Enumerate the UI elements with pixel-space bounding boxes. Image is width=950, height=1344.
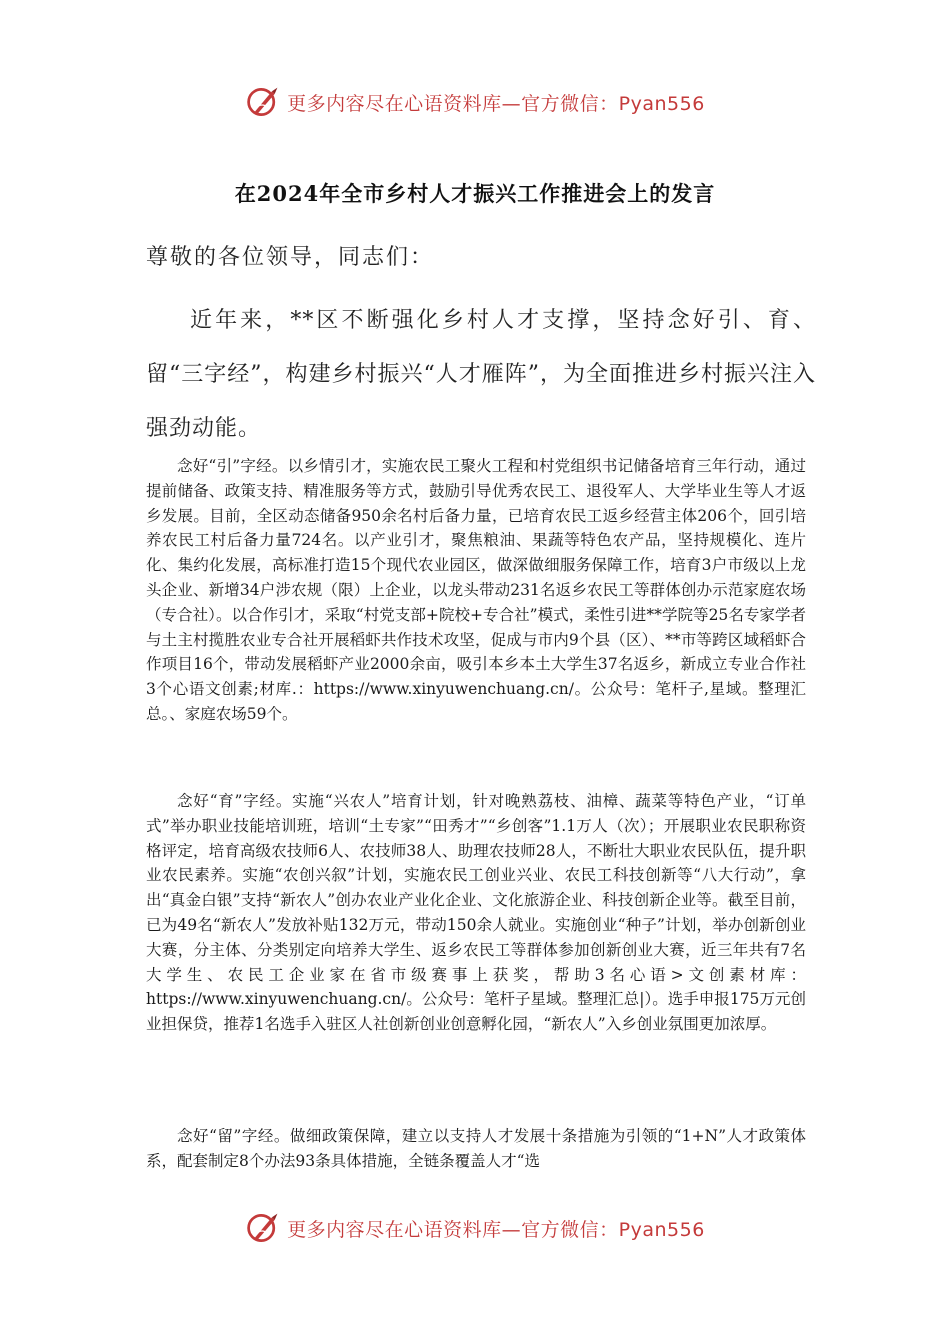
pen-feather-logo-icon	[245, 84, 281, 120]
intro-paragraph: 近年来，**区不断强化乡村人才支撑，坚持念好引、育、留“三字经”，构建乡村振兴“人才雁阵”，为全面推进乡村振兴注入强劲动能。	[146, 308, 816, 441]
body-paragraph-yu: 念好“育”字经。实施“兴农人”培育计划，针对晚熟荔枝、油樟、蔬菜等特色产业，“订单式”举办职业技能培训班，培训“土专家”“田秀才”“乡创客”1.1万人（次）；开展职业农民职称资格评定，培育高级农技师6人、农技师38人、助理农技师28人，不断壮大职业农民队伍，提升职业农民素养。实施“农创兴叙”计划，实施农民工创业兴业、农民工科技创新等“八大行动”，拿出“真金白银”支持“新农人”创办农业产业化企业、文化旅游企业、科技创新企业等。截至目前，已为49名“新农人”发放补贴132万元，带动150余人就业。实施创业“种子”计划，举办创新创业大赛，分主体、分类别定向培养大学生、返乡农民工等群体参加创新创业大赛，近三年共有7名大学生、农民工企业家在省市级赛事上获奖，帮助3名心语>文创素材库：https://www.xinyuwenchuang.cn/。公众号：笔杆子星域。整理汇总|）。选手申报175万元创业担保贷，推荐1名选手入驻区人社创新创业创意孵化园，“新农人”入乡创业氛围更加浓厚。	[146, 792, 806, 1034]
page-title: 在2024年全市乡村人才振兴工作推进会上的发言	[234, 181, 716, 206]
watermark-text: 更多内容尽在心语资料库—官方微信：Pyan556	[287, 92, 705, 115]
watermark-text: 更多内容尽在心语资料库—官方微信：Pyan556	[287, 1218, 705, 1241]
body-paragraph-liu: 念好“留”字经。做细政策保障，建立以支持人才发展十条措施为引领的“1+N”人才政策体系，配套制定8个办法93条具体措施，全链条覆盖人才“选	[146, 1127, 806, 1170]
greeting: 尊敬的各位领导，同志们：	[146, 245, 435, 270]
pen-feather-logo-icon	[245, 1210, 281, 1246]
footer-watermark-banner	[0, 1208, 950, 1248]
header-watermark-banner	[0, 82, 950, 122]
body-paragraph-yin: 念好“引”字经。以乡情引才，实施农民工聚火工程和村党组织书记储备培育三年行动，通过提前储备、政策支持、精准服务等方式，鼓励引导优秀农民工、退役军人、大学毕业生等人才返乡发展。目前，全区动态储备950余名村后备力量，已培育农民工返乡经营主体206个，回引培养农民工村后备力量724名。以产业引才，聚焦粮油、果蔬等特色农产品，坚持规模化、连片化、集约化发展，高标准打造15个现代农业园区，做深做细服务保障工作，培育3户市级以上龙头企业、新增34户涉农规（限）上企业，以龙头带动231名返乡农民工等群体创办示范家庭农场（专合社）。以合作引才，采取“村党支部+院校+专合社”模式，柔性引进**学院等25名专家学者与土主村揽胜农业专合社开展稻虾共作技术攻坚，促成与市内9个县（区）、**市等跨区域稻虾合作项目16个，带动发展稻虾产业2000余亩，吸引本乡本土大学生37名返乡，新成立专业合作社3个心语文创素;材库.：https://www.xinyuwenchuang.cn/。公众号：笔杆子,星域。整理汇总。、家庭农场59个。	[146, 457, 806, 723]
